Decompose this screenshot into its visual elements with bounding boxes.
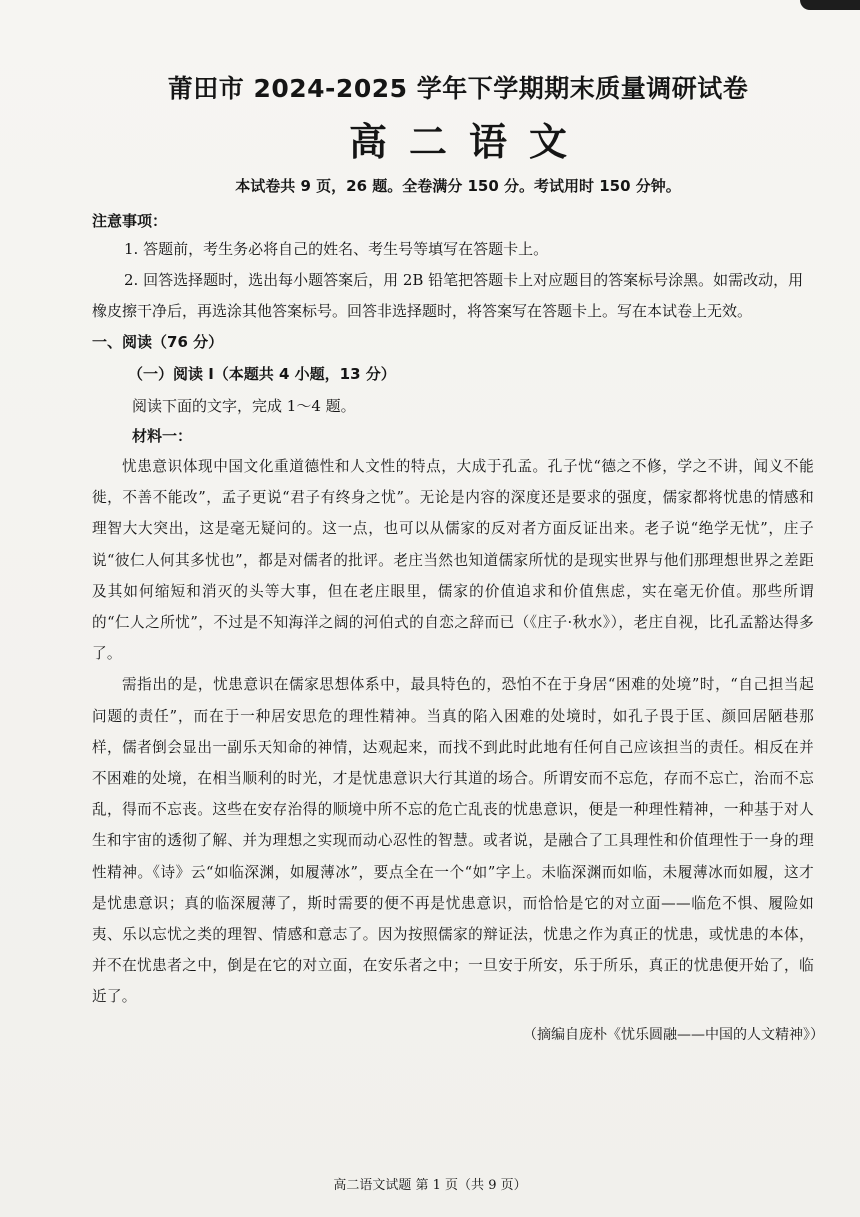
scan-corner-shadow [800, 0, 860, 10]
material-label: 材料一： [132, 427, 193, 445]
passage-paragraph-1: 忧患意识体现中国文化重道德性和人文性的特点，大成于孔孟。孔子忧“德之不修，学之不讲，闻义不能徙，不善不能改”，孟子更说“君子有终身之忧”。无论是内容的深度还是要求的强度，儒家都将忧患的情感和理智大大突出，这是毫无疑问的。这一点，也可以从儒家的反对者方面反证出来。老子说“绝学无忧”，庄子说“彼仁人何其多忧也”，都是对儒者的批评。老庄当然也知道儒家所忧的是现实世界与他们那理想世界之差距及其如何缩短和消灭的头等大事，但在老庄眼里，儒家的价值追求和价值焦虑，实在毫无价值。那些所谓的“仁人之所忧”，不过是不知海洋之阔的河伯式的自恋之辞而已（《庄子·秋水》），老庄自视，比孔孟豁达得多了。 [92, 458, 814, 663]
notice-item-2: 2. 回答选择题时，选出每小题答案后，用 2B 铅笔把答题卡上对应题目的答案标号涂黑。如需改动，用橡皮擦干净后，再选涂其他答案标号。回答非选择题时，将答案写在答题卡上。写在本试卷上无效。 [92, 271, 804, 320]
passage-source: （摘编自庞朴《忧乐圆融——中国的人文精神》） [523, 1026, 824, 1043]
page-footer: 高二语文试题 第 1 页（共 9 页） [333, 1178, 527, 1193]
section-heading: 一、阅读（76 分） [92, 333, 224, 351]
passage-paragraph-2: 需指出的是，忧患意识在儒家思想体系中，最具特色的，恐怕不在于身居“困难的处境”时，“自己担当起问题的责任”，而在于一种居安思危的理性精神。当真的陷入困难的处境时，如孔子畏于匡、颜回居陋巷那样，儒者倒会显出一副乐天知命的神情，达观起来，而找不到此时此地有任何自己应该担当的责任。相反在并不困难的处境，在相当顺利的时光，才是忧患意识大行其道的场合。所谓安而不忘危，存而不忘亡，治而不忘乱，得而不忘丧。这些在安存治得的顺境中所不忘的危亡乱丧的忧患意识，便是一种理性精神，一种基于对人生和宇宙的透彻了解、并为理想之实现而动心忍性的智慧。或者说，是融合了工具理性和价值理性于一身的理性精神。《诗》云“如临深渊，如履薄冰”，要点全在一个“如”字上。未临深渊而如临，未履薄冰而如履，这才是忧患意识；真的临深履薄了，斯时需要的便不再是忧患意识，而恰恰是它的对立面——临危不惧、履险如夷、乐以忘忧之类的理智、情感和意志了。因为按照儒家的辩证法，忧患之作为真正的忧患，或忧患的本体，并不在忧患者之中，倒是在它的对立面，在安乐者之中；一旦安于所安，乐于所乐，真正的忧患便开始了，临近了。 [92, 676, 814, 1006]
document-body [92, 72, 824, 1051]
exam-title: 莆田市 2024-2025 学年下学期期末质量调研试卷 [167, 74, 749, 103]
notice-title: 注意事项： [92, 212, 168, 230]
exam-info: 本试卷共 9 页，26 题。全卷满分 150 分。考试用时 150 分钟。 [235, 177, 681, 195]
subject-title: 高二语文 [348, 119, 589, 164]
reading-instruction: 阅读下面的文字，完成 1～4 题。 [132, 397, 356, 415]
sub-section-heading: （一）阅读 I（本题共 4 小题，13 分） [128, 365, 396, 383]
notice-item-1: 1. 答题前，考生务必将自己的姓名、考生号等填写在答题卡上。 [124, 240, 549, 258]
